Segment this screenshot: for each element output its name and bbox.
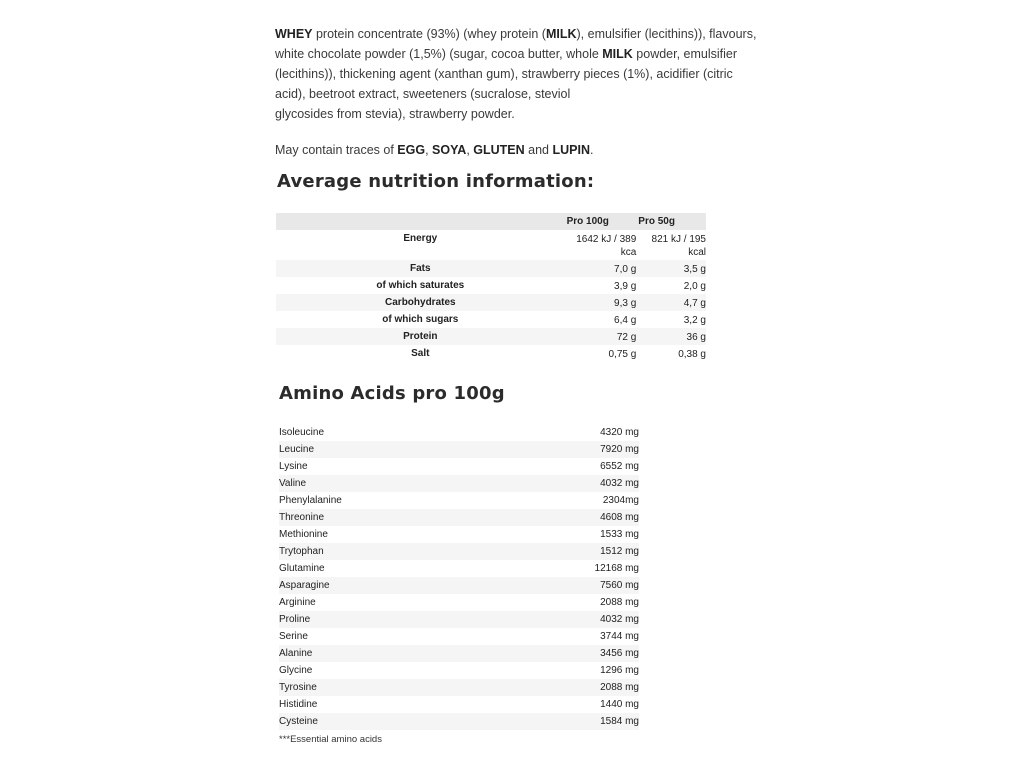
amino-name: Phenylalanine bbox=[279, 495, 342, 506]
amino-acids-title: Amino Acids pro 100g bbox=[279, 383, 505, 404]
amino-name: Isoleucine bbox=[279, 427, 325, 438]
amino-value: 1584 mg bbox=[600, 716, 639, 727]
nutrition-value-50g: 821 kJ / 195 kcal bbox=[651, 234, 706, 258]
amino-value: 2088 mg bbox=[600, 682, 639, 693]
amino-row bbox=[279, 526, 639, 543]
amino-row bbox=[279, 662, 639, 679]
amino-name: Threonine bbox=[279, 512, 325, 523]
amino-row bbox=[279, 679, 639, 696]
nutrition-label: Fats bbox=[410, 263, 431, 274]
ingredients-text: WHEY protein concentrate (93%) (whey protein (MILK), emulsifier (lecithins)), flavours, white chocolate powder (1,5%) (sugar, cocoa butter, whole MILK powder, emulsifier (lecithins)), thickening agent (xanthan gum), strawberry pieces (1%), acidifier (citric acid), beetroot extract, sweeteners (sucralose, steviol glycosides from stevia), strawberry powder. bbox=[275, 27, 757, 121]
amino-value: 1440 mg bbox=[600, 699, 639, 710]
nutrition-row bbox=[276, 230, 706, 260]
allergen-highlight: GLUTEN bbox=[473, 143, 525, 157]
amino-value: 7560 mg bbox=[600, 580, 639, 591]
amino-row bbox=[279, 492, 639, 509]
amino-name: Trytophan bbox=[279, 546, 324, 557]
amino-name: Valine bbox=[279, 478, 307, 489]
amino-row bbox=[279, 713, 639, 730]
nutrition-value-50g: 0,38 g bbox=[678, 349, 706, 360]
amino-value: 4320 mg bbox=[600, 427, 639, 438]
amino-name: Tyrosine bbox=[279, 682, 317, 693]
nutrition-label: of which saturates bbox=[376, 280, 465, 291]
amino-name: Glutamine bbox=[279, 563, 325, 574]
amino-row bbox=[279, 577, 639, 594]
nutrition-label: Protein bbox=[403, 331, 438, 342]
nutrition-row bbox=[276, 345, 706, 362]
nutrition-value-50g: 3,5 g bbox=[683, 264, 706, 275]
nutrition-header-empty bbox=[276, 213, 565, 230]
nutrition-table bbox=[276, 213, 706, 362]
amino-value: 3744 mg bbox=[600, 631, 639, 642]
amino-row bbox=[279, 458, 639, 475]
nutrition-label: Salt bbox=[411, 348, 430, 359]
amino-value: 12168 mg bbox=[594, 563, 639, 574]
nutrition-label: Energy bbox=[403, 233, 438, 244]
amino-value: 4608 mg bbox=[600, 512, 639, 523]
nutrition-row bbox=[276, 311, 706, 328]
amino-name: Methionine bbox=[279, 529, 328, 540]
amino-value: 4032 mg bbox=[600, 614, 639, 625]
nutrition-header-row bbox=[276, 213, 706, 230]
amino-row bbox=[279, 594, 639, 611]
nutrition-value-100g: 3,9 g bbox=[614, 281, 637, 292]
nutrition-value-100g: 9,3 g bbox=[614, 298, 637, 309]
amino-name: Proline bbox=[279, 614, 311, 625]
amino-name: Lysine bbox=[279, 461, 308, 472]
amino-name: Leucine bbox=[279, 444, 315, 455]
nutrition-value-50g: 36 g bbox=[686, 332, 706, 343]
amino-name: Histidine bbox=[279, 699, 318, 710]
amino-name: Arginine bbox=[279, 597, 316, 608]
amino-name: Glycine bbox=[279, 665, 313, 676]
nutrition-row bbox=[276, 277, 706, 294]
nutrition-value-100g: 0,75 g bbox=[608, 349, 637, 360]
nutrition-value-100g: 1642 kJ / 389 kca bbox=[576, 234, 637, 258]
allergen-highlight: EGG bbox=[397, 143, 426, 157]
amino-value: 3456 mg bbox=[600, 648, 639, 659]
amino-row bbox=[279, 696, 639, 713]
amino-footnote: ***Essential amino acids bbox=[279, 734, 382, 745]
nutrition-value-100g: 7,0 g bbox=[614, 264, 637, 275]
amino-row bbox=[279, 645, 639, 662]
nutrition-value-50g: 3,2 g bbox=[683, 315, 706, 326]
amino-name: Cysteine bbox=[279, 716, 318, 727]
amino-row bbox=[279, 611, 639, 628]
nutrition-value-50g: 4,7 g bbox=[683, 298, 706, 309]
amino-value: 1296 mg bbox=[600, 665, 639, 676]
allergen-traces-text: May contain traces of EGG, SOYA, GLUTEN and LUPIN. bbox=[275, 143, 594, 157]
amino-row bbox=[279, 424, 639, 441]
allergen-highlight: WHEY bbox=[275, 27, 313, 41]
nutrition-label: of which sugars bbox=[382, 314, 459, 325]
nutrition-header-per100: Pro 100g bbox=[566, 216, 609, 227]
amino-row bbox=[279, 543, 639, 560]
amino-value: 2088 mg bbox=[600, 597, 639, 608]
amino-row bbox=[279, 628, 639, 645]
allergen-highlight: MILK bbox=[545, 27, 577, 41]
amino-row bbox=[279, 441, 639, 458]
allergen-highlight: MILK bbox=[602, 47, 633, 61]
nutrition-row bbox=[276, 328, 706, 345]
ingredients-section bbox=[275, 24, 765, 160]
amino-acids-table bbox=[279, 424, 639, 730]
amino-value: 1512 mg bbox=[600, 546, 639, 557]
nutrition-value-100g: 72 g bbox=[616, 332, 637, 343]
nutrition-row bbox=[276, 260, 706, 277]
amino-row bbox=[279, 560, 639, 577]
nutrition-header-per50: Pro 50g bbox=[638, 216, 675, 227]
amino-row bbox=[279, 475, 639, 492]
amino-value: 7920 mg bbox=[600, 444, 639, 455]
amino-value: 2304mg bbox=[602, 495, 639, 506]
nutrition-value-100g: 6,4 g bbox=[614, 315, 637, 326]
nutrition-row bbox=[276, 294, 706, 311]
amino-name: Asparagine bbox=[279, 580, 330, 591]
amino-value: 1533 mg bbox=[600, 529, 639, 540]
amino-name: Serine bbox=[279, 631, 308, 642]
nutrition-title: Average nutrition information: bbox=[277, 171, 595, 192]
amino-row bbox=[279, 509, 639, 526]
allergen-highlight: LUPIN bbox=[552, 143, 590, 157]
nutrition-value-50g: 2,0 g bbox=[683, 281, 706, 292]
nutrition-label: Carbohydrates bbox=[385, 297, 456, 308]
amino-value: 6552 mg bbox=[600, 461, 639, 472]
amino-name: Alanine bbox=[279, 648, 313, 659]
allergen-highlight: SOYA bbox=[432, 143, 467, 157]
amino-value: 4032 mg bbox=[600, 478, 639, 489]
